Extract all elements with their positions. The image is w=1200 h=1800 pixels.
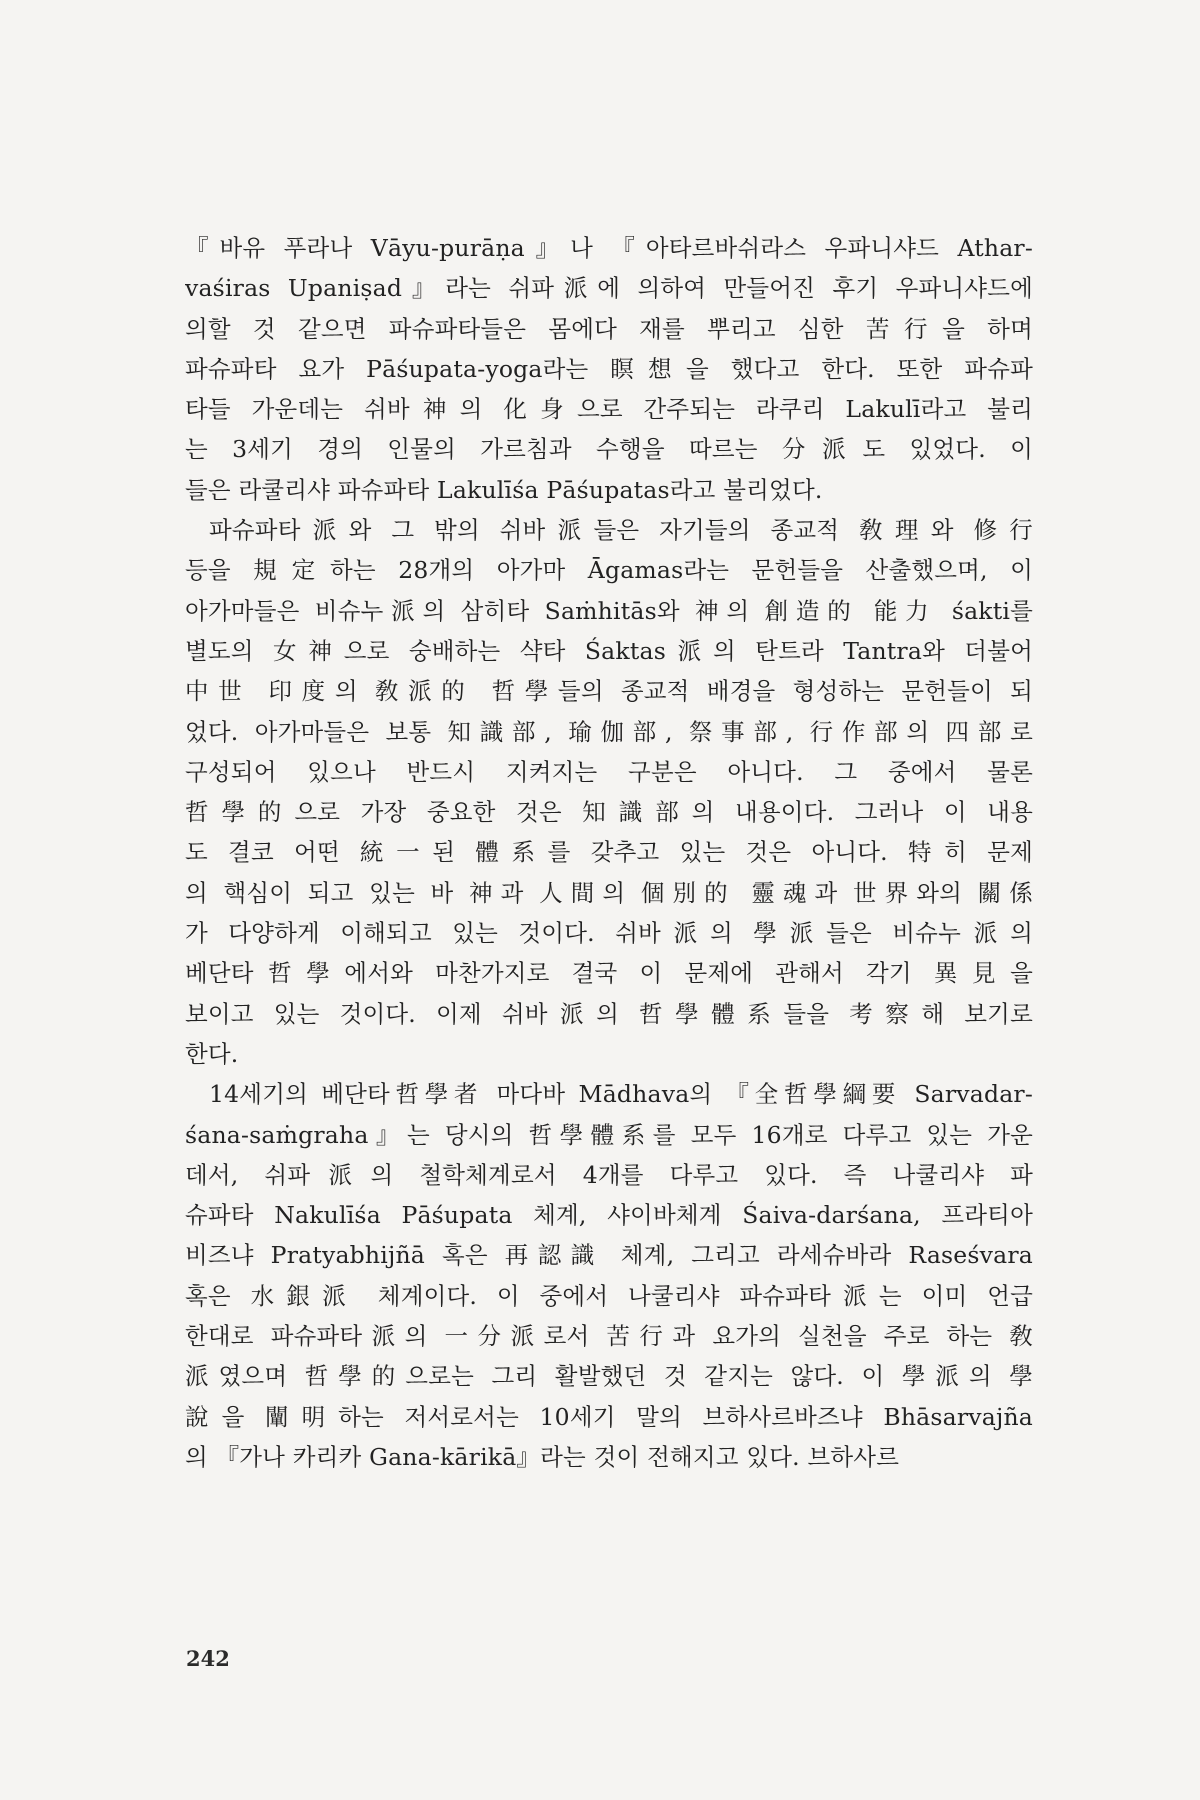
text-line: 아가마들은 비슈누派의 삼히타 Saṁhitās와 神의 創造的 能力 śakti를 bbox=[185, 596, 1033, 625]
paragraph bbox=[185, 1074, 1033, 1477]
text-line: 가 다양하게 이해되고 있는 것이다. 쉬바派의 學派들은 비슈누派의 bbox=[185, 919, 1033, 948]
paragraph bbox=[185, 510, 1033, 1074]
text-line: vaśiras Upaniṣad』라는 쉬파派에 의하여 만들어진 후기 우파니샤드에 bbox=[185, 274, 1033, 303]
text-line: 中世 印度의 敎派的 哲學들의 종교적 배경을 형성하는 문헌들이 되 bbox=[185, 677, 1033, 706]
text-line: 비즈냐 Pratyabhijñā 혹은 再認識 체계, 그리고 라세슈바라 Raseśvara bbox=[185, 1241, 1033, 1270]
page-number: 242 bbox=[186, 1646, 230, 1671]
text-line: 슈파타 Nakulīśa Pāśupata 체계, 샤이바체계 Śaiva-darśana, 프라티아 bbox=[185, 1201, 1033, 1230]
text-line: 는 3세기 경의 인물의 가르침과 수행을 따르는 分派도 있었다. 이 bbox=[185, 435, 1033, 464]
text-line: 등을 規定하는 28개의 아가마 Āgamas라는 문헌들을 산출했으며, 이 bbox=[185, 556, 1033, 585]
text-line: 의 『가나 카리카 Gana-kārikā』라는 것이 전해지고 있다. 브하사르 bbox=[185, 1442, 900, 1471]
text-line: 데서, 쉬파派의 철학체계로서 4개를 다루고 있다. 즉 나쿨리샤 파 bbox=[185, 1160, 1033, 1189]
text-line: 타들 가운데는 쉬바神의 化身으로 간주되는 라쿠리 Lakulī라고 불리 bbox=[185, 395, 1033, 424]
text-line: śana-saṁgraha』는 당시의 哲學體系를 모두 16개로 다루고 있는 가운 bbox=[185, 1120, 1033, 1149]
text-line: 14세기의 베단타哲學者 마다바 Mādhava의 『全哲學綱要 Sarvadar- bbox=[209, 1080, 1033, 1109]
text-line: 파슈파타派와 그 밖의 쉬바派들은 자기들의 종교적 敎理와 修行 bbox=[209, 516, 1033, 545]
text-line: 한다. bbox=[185, 1039, 239, 1068]
text-line: 의할 것 같으면 파슈파타들은 몸에다 재를 뿌리고 심한 苦行을 하며 bbox=[185, 314, 1033, 343]
text-line: 혹은 水銀派 체계이다. 이 중에서 나쿨리샤 파슈파타派는 이미 언급 bbox=[185, 1281, 1033, 1310]
text-line: 파슈파타 요가 Pāśupata-yoga라는 瞑想을 했다고 한다. 또한 파슈파 bbox=[185, 354, 1033, 383]
text-line: 한대로 파슈파타派의 一分派로서 苦行과 요가의 실천을 주로 하는 敎 bbox=[185, 1322, 1033, 1351]
text-line: 었다. 아가마들은 보통 知識部, 瑜伽部, 祭事部, 行作部의 四部로 bbox=[185, 717, 1033, 746]
text-line: 派였으며 哲學的으로는 그리 활발했던 것 같지는 않다. 이 學派의 學 bbox=[185, 1362, 1033, 1391]
text-line: 별도의 女神으로 숭배하는 샥타 Śaktas派의 탄트라 Tantra와 더불어 bbox=[185, 636, 1033, 665]
text-line: 베단타哲學에서와 마찬가지로 결국 이 문제에 관해서 각기 異見을 bbox=[185, 959, 1033, 988]
text-line: 도 결코 어떤 統一된 體系를 갖추고 있는 것은 아니다. 特히 문제 bbox=[185, 838, 1033, 867]
text-line: 哲學的으로 가장 중요한 것은 知識部의 내용이다. 그러나 이 내용 bbox=[185, 798, 1033, 827]
text-line: 들은 라쿨리샤 파슈파타 Lakulīśa Pāśupatas라고 불리었다. bbox=[185, 475, 823, 504]
text-line: 의 핵심이 되고 있는 바 神과 人間의 個別的 靈魂과 世界와의 關係 bbox=[185, 878, 1033, 907]
text-line: 說을 闡明하는 저서로서는 10세기 말의 브하사르바즈냐 Bhāsarvajña bbox=[185, 1402, 1033, 1431]
text-line: 구성되어 있으나 반드시 지켜지는 구분은 아니다. 그 중에서 물론 bbox=[185, 757, 1033, 786]
text-line: 보이고 있는 것이다. 이제 쉬바派의 哲學體系들을 考察해 보기로 bbox=[185, 999, 1033, 1028]
body-text bbox=[185, 228, 1033, 1477]
paragraph bbox=[185, 228, 1033, 510]
text-line: 『바유 푸라나 Vāyu-purāṇa』나 『아타르바쉬라스 우파니샤드 Athar- bbox=[185, 234, 1033, 262]
